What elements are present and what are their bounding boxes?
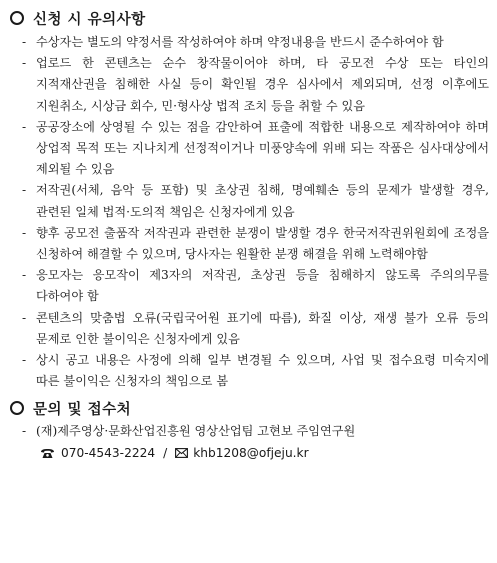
section-heading-notes — [10, 6, 489, 30]
list-item-text: 향후 공모전 출품작 저작권과 관련한 분쟁이 발생할 경우 한국저작권위원회에 조정을 신청하여 해결할 수 있으며, 당사자는 원활한 분쟁 해결을 위해 노력해야함 — [36, 225, 489, 262]
list-item-text: 응모자는 응모작이 제3자의 저작권, 초상권 등을 침해하지 않도록 주의의무를 다하여야 함 — [36, 268, 489, 304]
phone-number: 070-4543-2224 — [61, 446, 156, 461]
list-item-text: 상시 공고 내용은 사정에 의해 일부 변경될 수 있으며, 사업 및 접수요령 미숙지에 따른 불이익은 신청자의 책임으로 봄 — [36, 353, 489, 389]
contact-details — [10, 442, 489, 464]
notes-list — [10, 32, 489, 392]
list-item-text: 저작권(서체, 음악 등 포함) 및 초상권 침해, 명예훼손 등의 문제가 발생할 경우, 관련된 일체 법적·도의적 책임은 신청자에게 있음 — [36, 183, 489, 219]
list-item-text: 공공장소에 상영될 수 있는 점을 감안하여 표출에 적합한 내용으로 제작하여야 하며 상업적 목적 또는 지나치게 선정적이거나 미풍양속에 위배 되는 작품은 심사대상에서 제외될 수 있음 — [36, 119, 489, 177]
list-item: - 콘텐츠의 맞춤법 오류(국립국어원 표기에 따름), 화질 이상, 재생 불가 오류 등의 문제로 인한 불이익은 신청자에게 있음 — [22, 310, 489, 346]
email-address: khb1208@ofjeju.kr — [193, 446, 309, 461]
list-item: - 응모자는 응모작이 제3자의 저작권, 초상권 등을 침해하지 않도록 주의의무를 다하여야 함 — [22, 268, 489, 304]
list-item-text: 업로드 한 콘텐츠는 순수 창작물이어야 하며, 타 공모전 수상 또는 타인의 지적재산권을 침해한 사실 등이 확인될 경우 심사에서 제외되며, 선정 이후에도 지원취소, 시상금 회수, 민·형사상 법적 조치 등을 취할 수 있음 — [36, 56, 489, 113]
list-item: - 공공장소에 상영될 수 있는 점을 감안하여 표출에 적합한 내용으로 제작하여야 하며 상업적 목적 또는 지나치게 선정적이거나 미풍양속에 위배 되는 작품은 심사대상에서 제외될 수 있음 — [22, 119, 489, 177]
section-title: 신청 시 유의사항 — [33, 11, 146, 28]
list-item-text: 콘텐츠의 맞춤법 오류(국립국어원 표기에 따름), 화질 이상, 재생 불가 오류 등의 문제로 인한 불이익은 신청자에게 있음 — [36, 310, 489, 346]
contact-organization: - (재)제주영상·문화산업진흥원 영상산업팀 고현보 주임연구원 — [22, 424, 356, 439]
list-item: - 업로드 한 콘텐츠는 순수 창작물이어야 하며, 타 공모전 수상 또는 타인의 지적재산권을 침해한 사실 등이 확인될 경우 심사에서 제외되며, 선정 이후에도 지원취소, 시상금 회수, 민·형사상 법적 조치 등을 취할 수 있음 — [22, 56, 489, 113]
separator: / — [163, 446, 168, 461]
list-item-text: 수상자는 별도의 약정서를 작성하여야 하며 약정내용을 반드시 준수하여야 함 — [36, 35, 444, 49]
list-item: - 상시 공고 내용은 사정에 의해 일부 변경될 수 있으며, 사업 및 접수요령 미숙지에 따른 불이익은 신청자의 책임으로 봄 — [22, 353, 489, 389]
circle-bullet-icon — [10, 401, 24, 415]
section-title: 문의 및 접수처 — [33, 401, 132, 418]
list-item: - 수상자는 별도의 약정서를 작성하여야 하며 약정내용을 반드시 준수하여야 함 — [22, 35, 444, 49]
contact-text: (재)제주영상·문화산업진흥원 영상산업팀 고현보 주임연구원 — [36, 424, 356, 439]
envelope-icon — [175, 448, 188, 458]
list-item: - 저작권(서체, 음악 등 포함) 및 초상권 침해, 명예훼손 등의 문제가 발생할 경우, 관련된 일체 법적·도의적 책임은 신청자에게 있음 — [22, 183, 489, 219]
circle-bullet-icon — [10, 11, 24, 25]
telephone-icon — [40, 448, 55, 459]
list-item: - 향후 공모전 출품작 저작권과 관련한 분쟁이 발생할 경우 한국저작권위원회에 조정을 신청하여 해결할 수 있으며, 당사자는 원활한 분쟁 해결을 위해 노력해야함 — [22, 225, 489, 262]
section-heading-contact — [10, 396, 489, 420]
